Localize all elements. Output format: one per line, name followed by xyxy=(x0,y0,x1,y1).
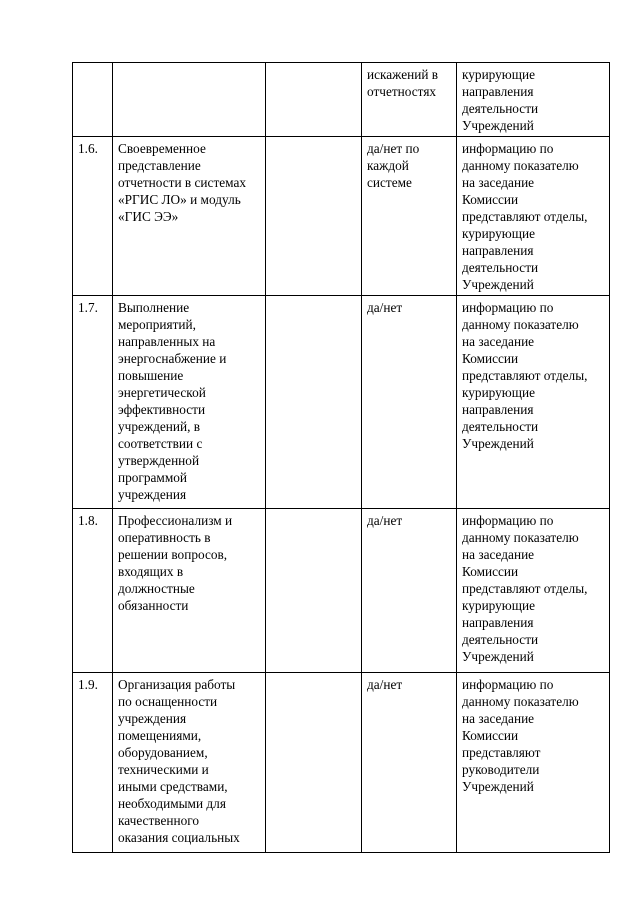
info-line: Комиссии xyxy=(462,728,519,743)
info-line: на заседание xyxy=(462,711,535,726)
info-line: направления xyxy=(462,84,534,99)
measure-line: искажений в xyxy=(367,67,439,82)
info-line: данному показателю xyxy=(462,530,579,545)
row-number-cell xyxy=(73,296,113,509)
name-line: мероприятий, xyxy=(118,317,196,332)
info-line: направления xyxy=(462,243,534,258)
measure-cell xyxy=(362,509,457,673)
row-number: 1.7. xyxy=(78,300,98,315)
measure-line: да/нет xyxy=(367,677,403,692)
name-line: «ГИС ЭЭ» xyxy=(118,209,179,224)
info-line: курирующие xyxy=(462,385,535,400)
row-number-cell xyxy=(73,63,113,137)
row-number-cell xyxy=(73,137,113,296)
criterion-name-cell xyxy=(113,296,266,509)
name-line: оперативность в xyxy=(118,530,211,545)
info-line: Учреждений xyxy=(462,436,534,451)
name-line: учреждений, в xyxy=(118,419,201,434)
measure-cell xyxy=(362,63,457,137)
criterion-name-cell xyxy=(113,63,266,137)
empty-cell xyxy=(266,137,362,296)
info-line: курирующие xyxy=(462,67,535,82)
measure-line: каждой xyxy=(367,158,409,173)
info-line: данному показателю xyxy=(462,158,579,173)
info-line: деятельности xyxy=(462,632,539,647)
empty-cell xyxy=(266,296,362,509)
row-number: 1.6. xyxy=(78,141,98,156)
info-line: Учреждений xyxy=(462,649,534,664)
info-source-cell xyxy=(457,673,610,853)
criteria-table-body xyxy=(73,63,610,853)
measure-line: да/нет по xyxy=(367,141,420,156)
info-line: деятельности xyxy=(462,260,539,275)
info-line: курирующие xyxy=(462,226,535,241)
name-line: Своевременное xyxy=(118,141,206,156)
empty-cell xyxy=(266,673,362,853)
name-line: оказания социальных xyxy=(118,830,240,845)
name-line: решении вопросов, xyxy=(118,547,228,562)
info-line: Учреждений xyxy=(462,277,534,292)
empty-cell xyxy=(266,63,362,137)
info-line: данному показателю xyxy=(462,317,579,332)
info-source-cell xyxy=(457,137,610,296)
info-line: информацию по xyxy=(462,513,554,528)
name-line: Профессионализм и xyxy=(118,513,233,528)
name-line: утвержденной xyxy=(118,453,200,468)
info-line: курирующие xyxy=(462,598,535,613)
name-line: учреждения xyxy=(118,487,187,502)
criteria-table xyxy=(72,62,610,853)
measure-cell xyxy=(362,673,457,853)
name-line: энергетической xyxy=(118,385,206,400)
name-line: повышение xyxy=(118,368,184,383)
info-line: Комиссии xyxy=(462,564,519,579)
criterion-name-cell xyxy=(113,137,266,296)
row-number: 1.8. xyxy=(78,513,98,528)
table-row xyxy=(73,137,610,296)
name-line: эффективности xyxy=(118,402,206,417)
measure-line: отчетностях xyxy=(367,84,437,99)
name-line: программой xyxy=(118,470,188,485)
table-row xyxy=(73,509,610,673)
name-line: Выполнение xyxy=(118,300,190,315)
criterion-name-cell xyxy=(113,673,266,853)
info-line: руководители xyxy=(462,762,540,777)
info-line: представляют отделы, xyxy=(462,368,588,383)
name-line: иными средствами, xyxy=(118,779,228,794)
info-line: Комиссии xyxy=(462,351,519,366)
table-row xyxy=(73,63,610,137)
row-number-cell xyxy=(73,509,113,673)
name-line: Организация работы xyxy=(118,677,236,692)
name-line: входящих в xyxy=(118,564,184,579)
measure-cell xyxy=(362,137,457,296)
name-line: оборудованием, xyxy=(118,745,208,760)
name-line: представление xyxy=(118,158,201,173)
name-line: качественного xyxy=(118,813,200,828)
info-line: информацию по xyxy=(462,141,554,156)
criterion-name-cell xyxy=(113,509,266,673)
info-line: представляют отделы, xyxy=(462,209,588,224)
info-line: информацию по xyxy=(462,300,554,315)
name-line: «РГИС ЛО» и модуль xyxy=(118,192,241,207)
name-line: учреждения xyxy=(118,711,187,726)
info-line: направления xyxy=(462,615,534,630)
name-line: направленных на xyxy=(118,334,216,349)
info-line: информацию по xyxy=(462,677,554,692)
name-line: помещениями, xyxy=(118,728,202,743)
info-line: Комиссии xyxy=(462,192,519,207)
table-row xyxy=(73,296,610,509)
name-line: обязанности xyxy=(118,598,189,613)
name-line: по оснащенности xyxy=(118,694,218,709)
info-line: деятельности xyxy=(462,419,539,434)
info-line: представляют отделы, xyxy=(462,581,588,596)
info-line: на заседание xyxy=(462,334,535,349)
name-line: необходимыми для xyxy=(118,796,226,811)
name-line: должностные xyxy=(118,581,195,596)
row-number: 1.9. xyxy=(78,677,98,692)
info-line: Учреждений xyxy=(462,779,534,794)
measure-cell xyxy=(362,296,457,509)
info-line: Учреждений xyxy=(462,118,534,133)
info-source-cell xyxy=(457,509,610,673)
name-line: отчетности в системах xyxy=(118,175,247,190)
info-line: данному показателю xyxy=(462,694,579,709)
info-source-cell xyxy=(457,63,610,137)
table-row xyxy=(73,673,610,853)
measure-line: системе xyxy=(367,175,412,190)
measure-line: да/нет xyxy=(367,300,403,315)
info-source-cell xyxy=(457,296,610,509)
info-line: на заседание xyxy=(462,175,535,190)
row-number-cell xyxy=(73,673,113,853)
name-line: техническими и xyxy=(118,762,209,777)
name-line: соответствии с xyxy=(118,436,203,451)
info-line: деятельности xyxy=(462,101,539,116)
info-line: на заседание xyxy=(462,547,535,562)
info-line: направления xyxy=(462,402,534,417)
empty-cell xyxy=(266,509,362,673)
name-line: энергоснабжение и xyxy=(118,351,227,366)
info-line: представляют xyxy=(462,745,541,760)
measure-line: да/нет xyxy=(367,513,403,528)
